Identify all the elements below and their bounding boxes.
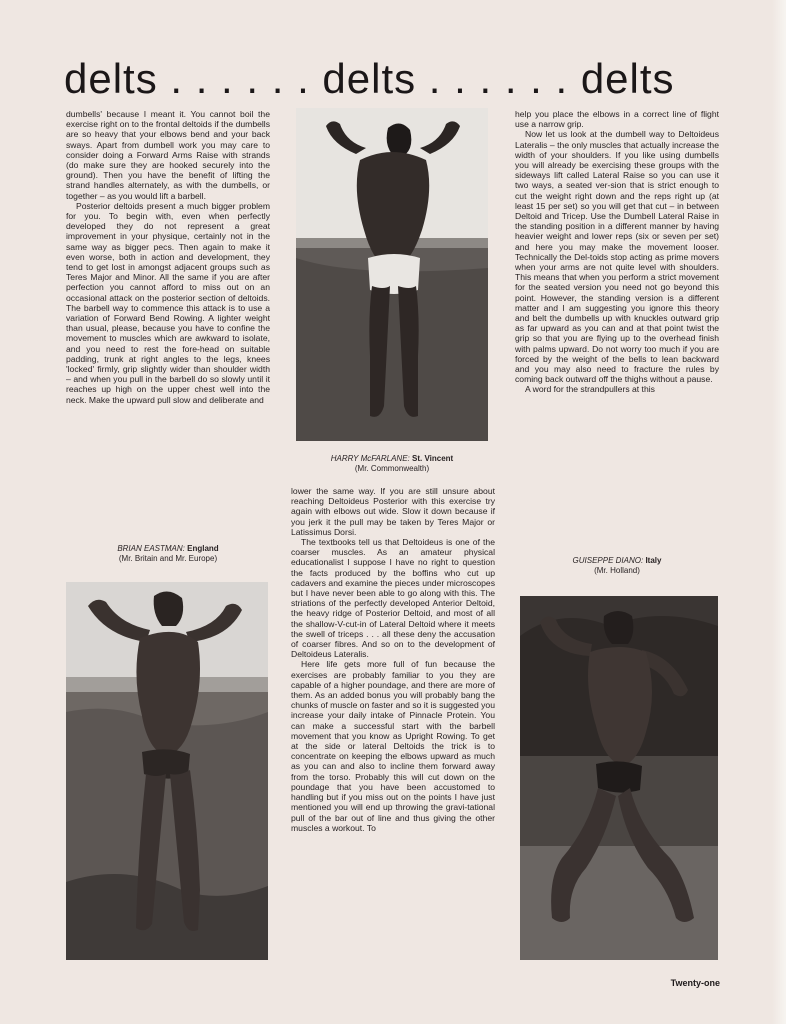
middle-column-text: [291, 486, 495, 966]
right-paragraph-1: help you place the elbows in a correct line of flight use a narrow grip.: [515, 109, 719, 130]
caption-eastman: [66, 544, 270, 564]
photo-mcfarlane: [296, 108, 488, 441]
caption-mcfarlane-title: (Mr. Commonwealth): [354, 464, 430, 473]
photo-diano: [520, 596, 718, 960]
page-edge: [772, 0, 786, 1024]
caption-diano: [515, 556, 719, 576]
right-column-text: [515, 109, 719, 529]
left-paragraph-2: Posterior deltoids present a much bigger problem for you. To begin with, even when perfectly developed they do not represent a great improvement in your physique, certainly not in the same way as bigger pecs. Then again to make it even worse, both in action and development, they tend to get lost in amongst adjacent groups such as Teres Major and Minor. All the same if you are after perfection you cannot afford to miss out on an occasional attack on the posterior section of deltoids. The barbell way to commence this attack is to use a variation of Forward Bend Rowing. A lighter weight than usual, please, because you have to confine the movement to muscles which are awkward to isolate, and you need to rest the fore-head on suitable padding, trunk at right angles to the legs, knees 'locked' firmly, grip slightly wider than shoulder width – and when you pull in the barbell do so slowly until it reaches up high on the upper chest well into the neck. Make the upward pull slow and deliberate and: [66, 200, 270, 405]
middle-paragraph-3: Here life gets more full of fun because the exercises are probably familiar to you they are capable of a higher poundage, and there are more of them. As an added bonus you will probably bang the chunks of muscle on faster and so it is suggested you increase your daily intake of Pinnacle Protein. You can make a successful start with the barbell movement that you know as Upright Rowing. To get at the side or lateral Deltoids the trick is to concentrate on keeping the elbows upward as much as you can and also to incline them forward away from the torso. Probably this will cut down on the poundage that you have been accustomed to handling but if you miss out on the points I have just mentioned you will end up throwing the gravi-tational pull of the bar out of line and thus giving the other muscles a workout. To: [291, 659, 495, 833]
right-paragraph-2: Now let us look at the dumbell way to Deltoideus Lateralis – the only muscles that actually increase the width of your shoulders. If you like using dumbells you will already be exercising these groups with the sideways lift called Lateral Raise so you can use it two ways, a seated ver-sion that is strict enough to cut the weight right down and the reps right up (at least 15 per set) so you will get that cut – in between Deltoid and Tricep. Use the Dumbell Lateral Raise in the standing position in a different manner by having heavier weight and lower reps (six or seven per set) and here you may make the movement looser. Technically the Del-toids stop acting as prime movers when your arms are not quite level with shoulders. This means that when you perform a strict movement for the seated version you need not go beyond this point. However, the standing version is a different matter and I am suggesting you ignore this theory and belt the dumbells up with knuckles outward grip as far upward as you can and at that point twist the grip so that you are flying up to the overhead finish with palms upward. Do not worry too much if you are forced by the weight of the bells to lean backward and you may also need to fracture the rules by coming back outward off the thighs without a pause.: [515, 129, 719, 385]
caption-mcfarlane-nation: St. Vincent: [412, 454, 454, 463]
page-title: delts . . . . . . delts . . . . . . delts: [64, 55, 675, 102]
caption-eastman-title: (Mr. Britain and Mr. Europe): [118, 554, 218, 563]
left-paragraph-1: dumbells' because I meant it. You cannot boil the exercise right on to the frontal deltoids if the dumbells are so heavy that your elbows bend and your back sways. Apart from dumbell work you may care to consider doing a Forward Arms Raise with strands (do make sure they are hooked securely into the ground). Then you have the benefit of lifting the strand handles alternately, as with the dumbells, or together – as you would lift a barbell.: [66, 109, 270, 201]
middle-paragraph-1: lower the same way. If you are still unsure about reaching Deltoideus Posterior with this exercise try again with elbows out wide. Slow it down because if you jerk it the pull may be taken by Teres Major or Latissimus Dorsi.: [291, 486, 495, 537]
page-number: Twenty-one: [670, 978, 720, 988]
caption-eastman-name: BRIAN EASTMAN:: [117, 544, 185, 553]
left-column-text: [66, 109, 270, 529]
photo-eastman: [66, 582, 268, 960]
caption-diano-title: (Mr. Holland): [594, 566, 640, 575]
caption-diano-name: GUISEPPE DIANO:: [572, 556, 644, 565]
caption-diano-nation: Italy: [645, 556, 662, 565]
caption-mcfarlane: [296, 454, 488, 474]
photo-mcfarlane-image: [296, 108, 488, 441]
right-paragraph-3: A word for the strandpullers at this: [525, 384, 655, 395]
middle-paragraph-2: The textbooks tell us that Deltoideus is one of the coarser muscles. As an amateur physical educationalist I suppose I have no right to question the facts produced by the boffins who cut up cadavers and examine the pieces under microscopes but I have never been able to go along with this. The striations of the perfectly developed Anterior Deltoid, the heavy ridge of Posterior Deltoid, and most of all the shallow-V-cut-in of Lateral Deltoid where it meets the swell of triceps . . . all these deny the accusation of coarser fibres. And so on to the development of Deltoideus Lateralis.: [291, 537, 495, 660]
photo-diano-image: [520, 596, 718, 960]
caption-mcfarlane-name: HARRY McFARLANE:: [330, 454, 410, 463]
caption-eastman-nation: England: [187, 544, 219, 553]
photo-eastman-image: [66, 582, 268, 960]
